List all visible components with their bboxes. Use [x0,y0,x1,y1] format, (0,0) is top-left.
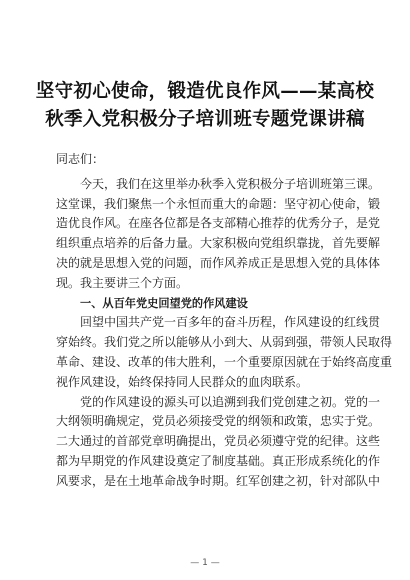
intro-line: 决的就是思想入党的问题，而作风养成正是思想入党的具体体 [56,255,381,270]
salutation: 同志们： [56,152,105,166]
title-line-1: 坚守初心使命，锻造优良作风——某高校 [35,81,375,102]
page-number: — 1 — [190,558,220,568]
paragraph-line: 党的作风建设的源头可以追溯到我们党创建之初。党的一 [80,394,381,409]
paragraph-line: 回望中国共产党一百多年的奋斗历程，作风建设的红线贯 [80,315,381,330]
paragraph-line: 风要求，是在土地革命战争时期。红军创建之初，针对部队中 [56,473,381,488]
intro-line: 造优良作风。在座各位都是各支部精心推荐的优秀分子，是党 [56,216,381,231]
section1-paragraph-2 [56,393,381,492]
intro-line: 组织重点培养的后备力量。大家积极向党组织靠拢，首先要解 [56,236,381,251]
intro-line: 这堂课，我们聚焦一个永恒而重大的命题：坚守初心使命，锻 [56,196,381,211]
paragraph-line: 二大通过的首部党章明确提出，党员必须遵守党的纪律。这些 [56,434,381,449]
paragraph-line: 革命、建设、改革的伟大胜利，一个重要原因就在于始终高度重 [56,354,393,369]
section1-paragraph-1 [56,313,393,392]
paragraph-line: 大纲领明确规定，党员必须接受党的纲领和政策，忠实于党。 [56,414,381,429]
document-body [56,150,393,492]
document-title [30,78,380,134]
intro-line: 今天，我们在这里举办秋季入党积极分子培训班第三课。 [80,176,381,191]
intro-line: 现。我主要讲三个方面。 [56,275,189,290]
title-line-2: 秋季入党积极分子培训班专题党课讲稿 [45,109,365,130]
paragraph-line: 视作风建设，始终保持同人民群众的血肉联系。 [56,374,309,389]
section-heading: 一、从百年党史回望党的作风建设 [80,296,248,310]
paragraph-line: 穿始终。我们党之所以能够从小到大、从弱到强，带领人民取得 [56,335,393,350]
paragraph-line: 都为早期党的作风建设奠定了制度基础。真正形成系统化的作 [56,453,381,468]
intro-paragraph [56,175,381,294]
